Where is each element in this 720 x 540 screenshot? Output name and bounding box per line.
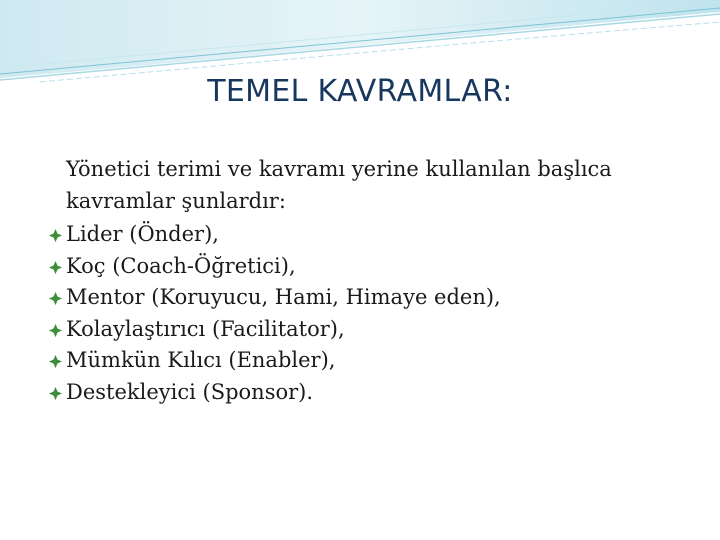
bullet-text: Kolaylaştırıcı (Facilitator), (66, 316, 345, 341)
list-item (48, 282, 698, 314)
list-item (48, 251, 698, 283)
bullet-text: Koç (Coach-Öğretici), (66, 253, 296, 278)
diamond-bullet-icon (48, 228, 63, 243)
bullet-list (48, 219, 698, 408)
intro-text: Yönetici terimi ve kavramı yerine kullanılan başlıca kavramlar şunlardır: (66, 157, 612, 213)
slide-title: TEMEL KAVRAMLAR: (207, 74, 513, 109)
diamond-bullet-icon (48, 323, 63, 338)
list-item (48, 219, 698, 251)
bullet-text: Lider (Önder), (66, 222, 219, 246)
diamond-bullet-icon (48, 386, 63, 401)
bullet-text: Mümkün Kılıcı (Enabler), (66, 348, 336, 372)
diamond-bullet-icon (48, 291, 63, 306)
bullet-text: Destekleyici (Sponsor). (66, 379, 314, 404)
list-item (48, 377, 698, 409)
list-item (48, 345, 698, 377)
diamond-bullet-icon (48, 354, 63, 369)
bullet-text: Mentor (Koruyucu, Hami, Himaye eden), (66, 285, 501, 309)
list-item (48, 314, 698, 346)
slide-body (48, 154, 698, 408)
diamond-bullet-icon (48, 260, 63, 275)
